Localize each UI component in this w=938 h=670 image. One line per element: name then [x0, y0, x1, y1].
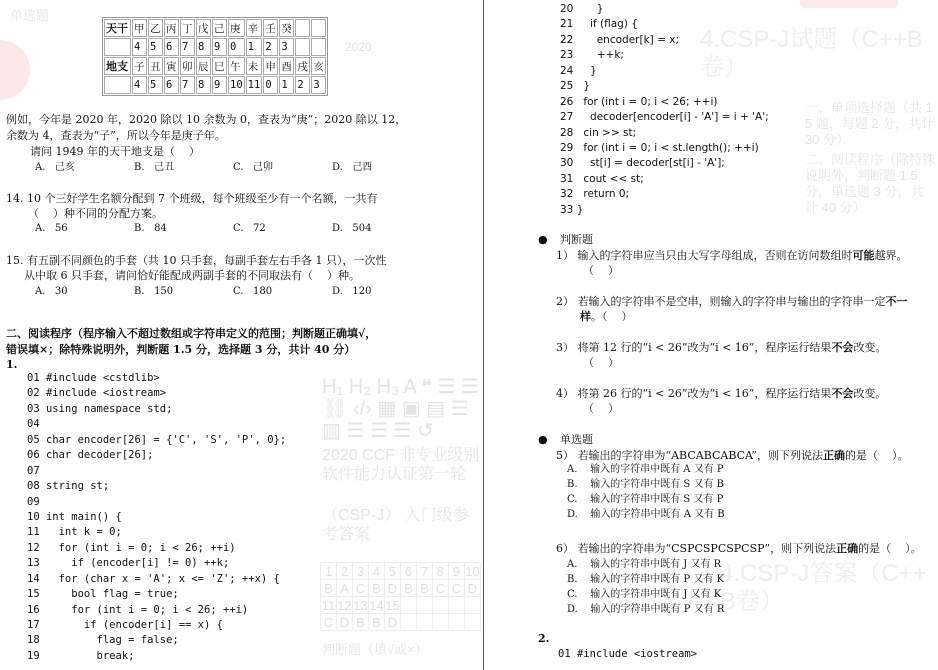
code-line: 33 } — [560, 203, 584, 216]
q5-option-c: C. 输入的字符串中既有 S 又有 P — [567, 494, 724, 505]
judge-q2-cont: 样。（ ） — [580, 310, 633, 323]
q6-option-a: A. 输入的字符串中既有 J 又有 R — [567, 559, 722, 570]
code-block-left — [27, 371, 286, 664]
code-line: 25 } — [560, 80, 591, 93]
code-line: 03 using namespace std; — [27, 402, 173, 415]
page-divider — [483, 0, 484, 670]
judge-q1-blank[interactable]: （ ） — [583, 264, 619, 277]
ghost-button — [800, 0, 898, 8]
q13-option-c: C. 己卯 — [233, 162, 274, 173]
q13-text-2: 余数为 4，查表为“子”，所以今年是庚子年。 — [6, 129, 226, 142]
q15-text-2: 从中取 6 只手套，请问恰好能配成两副手套的不同取法有（ ）种。 — [24, 269, 360, 282]
q15-text-1: 15. 有五副不同颜色的手套（共 10 只手套，每副手套左右手各 1 只），一次性 — [6, 254, 387, 267]
program-number: 1. — [6, 358, 18, 371]
q6-option-c: C. 输入的字符串中既有 J 又有 K — [567, 589, 722, 600]
q14-text-1: 14. 10 个三好学生名额分配到 7 个班级，每个班级至少有一个名额，一共有 — [6, 192, 378, 205]
single-q5: 5） 若输出的字符串为“ABCABCABCA”，则下列说法正确的是（ ）。 — [556, 449, 909, 462]
ghost-answer-table: 1 2 3 4 5 6 7 8 9 10 B A C B D B B C C D 11 12 13 14 15 C D B B D — [321, 563, 480, 630]
judge-q3-blank[interactable]: （ ） — [583, 356, 619, 369]
code-line: 31 cout << st; — [560, 172, 644, 185]
q14-option-c: C. 72 — [233, 223, 266, 234]
code-line: 12 for (int i = 0; i < 26; ++i) — [27, 541, 236, 554]
q14-text-2: （ ）种不同的分配方案。 — [28, 207, 163, 220]
code-line: 23 ++k; — [560, 49, 624, 62]
q6-option-d: D. 输入的字符串中既有 P 又有 R — [567, 604, 725, 615]
code-line: 11 int k = 0; — [27, 526, 122, 539]
code-line: 07 — [27, 464, 40, 477]
code-line: 24 } — [560, 64, 597, 77]
single-q6: 6） 若输出的字符串为“CSPCSPCSPCSP”，则下列说法正确的是（ ）。 — [556, 542, 922, 555]
q15-option-d: D. 120 — [332, 286, 372, 297]
code-line: 13 if (encoder[i] != 0) ++k; — [27, 557, 230, 570]
ghost-year: 2020 — [345, 40, 372, 54]
code-line: 01 #include <cstdlib> — [27, 372, 160, 384]
code-line: 02 #include <iostream> — [27, 387, 167, 400]
ghost-section1: 一、单项选择题（共 15 题，每题 2 分，共计 30 分） — [805, 100, 935, 147]
code-line: 26 for (int i = 0; i < 26; ++i) — [560, 95, 718, 108]
q14-option-a: A. 56 — [35, 223, 68, 234]
single-title: 单选题 — [560, 433, 593, 446]
code-line: 18 flag = false; — [27, 634, 179, 647]
code-line: 15 bool flag = true; — [27, 588, 179, 601]
ghost-section2: 二、阅读程序（除特殊说明外，判断题 1.5 分，单选题 3 分，共计 40 分） — [805, 152, 936, 215]
code-line: 20 } — [560, 3, 604, 15]
code-line: 06 char decoder[26]; — [27, 449, 154, 462]
ghost-single-header: 单选题 — [10, 8, 50, 23]
q15-option-b: B. 150 — [134, 286, 174, 297]
code-line: 28 cin >> st; — [560, 126, 637, 139]
judge-q1: 1） 输入的字符串应当只由大写字母组成，否则在访问数组时可能越界。 — [556, 249, 908, 262]
code-line: 10 int main() { — [27, 510, 122, 523]
code-line: 19 break; — [27, 649, 135, 662]
code-line: 05 char encoder[26] = {'C', 'S', 'P', 0}; — [27, 433, 287, 446]
ghost-title: 2020 CCF 非专业级别软件能力认证第一轮 — [322, 447, 480, 483]
code-line: 04 — [27, 418, 40, 431]
code-line: 17 if (encoder[i] == x) { — [27, 619, 223, 631]
q13-option-b: B. 己丑 — [134, 162, 175, 173]
q6-option-b: B. 输入的字符串中既有 P 又有 K — [567, 574, 724, 585]
q15-option-c: C. 180 — [233, 286, 273, 297]
ghost-subtitle: （CSP-J） 入门级参考答案 — [322, 507, 469, 543]
bullet-icon: ● — [538, 433, 548, 446]
q15-option-a: A. 30 — [35, 286, 68, 297]
q13-question: 请问 1949 年的天干地支是（ ） — [30, 145, 200, 158]
q13-text-1: 例如，今年是 2020 年，2020 除以 10 余数为 0，查表为“庚”；2020 除以 12， — [6, 113, 407, 126]
code-line: 29 for (int i = 0; i < st.length(); ++i) — [560, 141, 759, 154]
code-block-right — [560, 2, 769, 218]
ganzhi-table: 天干 甲 乙 丙 丁 戊 己 庚 辛 壬 癸 4 5 6 7 8 9 0 1 2 3 地支 子 丑 寅 卯 辰 巳 午 未 申 酉 戌 亥 4 5 6 7 8 9 10 11 0 1 2 3 — [102, 17, 328, 96]
ghost-judge-header: 判断题（填√或×） — [322, 642, 428, 657]
section2-heading-2: 错误填×；除特殊说明外，判断题 1.5 分，选择题 3 分，共计 40 分） — [6, 343, 356, 356]
q14-option-d: D. 504 — [332, 223, 372, 234]
q5-option-b: B. 输入的字符串中既有 S 又有 B — [567, 479, 724, 490]
judge-title: 判断题 — [560, 233, 593, 246]
code-line: 22 encoder[k] = x; — [560, 33, 679, 46]
judge-q4: 4） 将第 26 行的“i < 26”改为“i < 16”，程序运行结果不会改变。 — [556, 387, 887, 400]
q13-option-a: A. 己亥 — [35, 162, 75, 173]
code-line: 16 for (int i = 0; i < 26; ++i) — [27, 603, 249, 616]
decorative-circle — [0, 40, 30, 100]
code-line: 14 for (char x = 'A'; x <= 'Z'; ++x) { — [27, 572, 280, 585]
code-line: 21 if (flag) { — [560, 18, 638, 31]
program-2-number: 2. — [538, 632, 550, 645]
q5-option-d: D. 输入的字符串中既有 A 又有 B — [567, 509, 725, 520]
ghost-watermark: 4.CSP-J试题（C++B卷） — [700, 26, 923, 81]
ghost-watermark: 4.CSP-J答案（C++B卷） — [720, 560, 927, 615]
code-line: 01 #include <iostream> — [558, 648, 698, 660]
judge-q2: 2） 若输入的字符串不是空串，则输入的字符串与输出的字符串一定不一 — [556, 295, 908, 308]
code-line: 32 return 0; — [560, 188, 630, 201]
section2-heading-1: 二、阅读程序（程序输入不超过数组或字符串定义的范围；判断题正确填√， — [6, 327, 377, 340]
bullet-icon: ● — [538, 233, 548, 246]
code-line: 09 — [27, 495, 40, 508]
judge-q4-blank[interactable]: （ ） — [583, 402, 619, 415]
q5-option-a: A. 输入的字符串中既有 A 又有 P — [567, 464, 724, 475]
code-line: 27 decoder[encoder[i] - 'A'] = i + 'A'; — [560, 111, 769, 124]
judge-q3: 3） 将第 12 行的“i < 26”改为“i < 16”，程序运行结果不会改变。 — [556, 341, 887, 354]
ghost-toolbar: H₁ H₂ H₃ A ❝ ☰ ☰ ⛓ ‹/› ▦ ▣ ▤ ☰ ▥ ☰ ☰ ☰ ↺ — [322, 376, 480, 442]
q14-option-b: B. 84 — [134, 223, 167, 234]
code-line: 30 st[i] = decoder[st[i] - 'A']; — [560, 157, 725, 170]
code-line: 08 string st; — [27, 480, 110, 493]
q13-option-d: D. 己酉 — [332, 162, 373, 173]
